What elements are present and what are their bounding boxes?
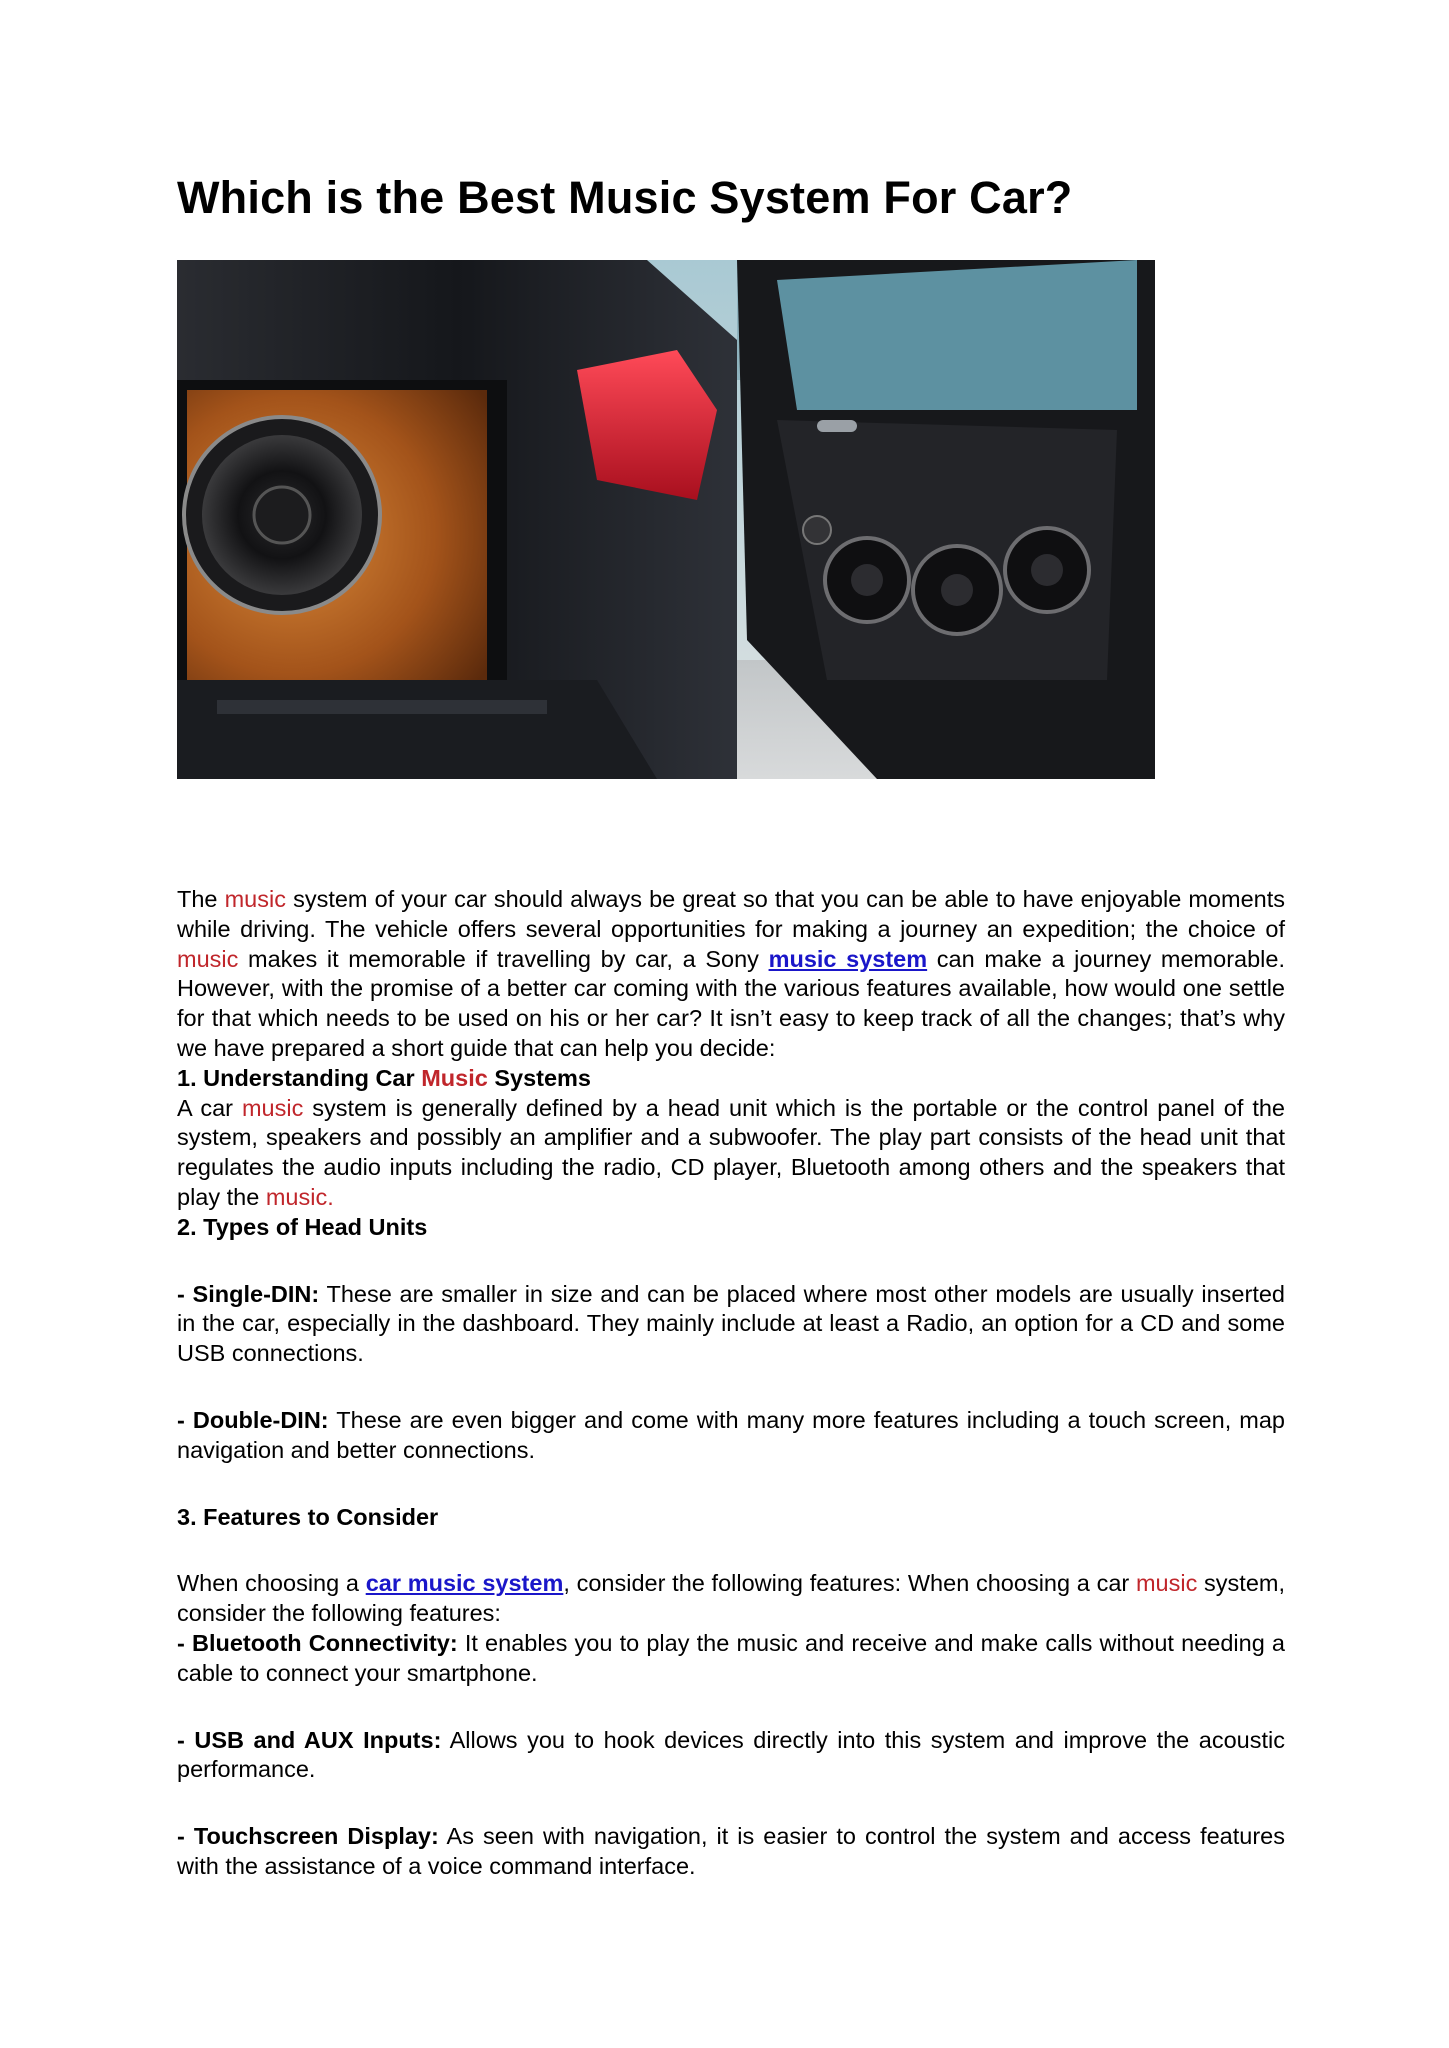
features-intro-paragraph: When choosing a car music system, consider the following features: When choosing a car music system, consider the following features: xyxy=(177,1570,1286,1627)
single-din-paragraph: - Single-DIN: These are smaller in size and can be placed where most other models are usually inserted in the car, especially in the dashboard. They mainly include at least a Radio, an option for a CD and some USB connections. xyxy=(177,1280,1285,1367)
car-audio-photo xyxy=(177,260,1155,779)
article-body xyxy=(177,885,1285,1882)
section-3-heading: 3. Features to Consider xyxy=(177,1503,439,1530)
keyword-music: music xyxy=(224,886,286,912)
section-1-heading: 1. Understanding Car Music Systems xyxy=(177,1064,591,1091)
section-1-paragraph: A car music system is generally defined by a head unit which is the portable or the control panel of the system, speakers and possibly an amplifier and a subwoofer. The play part consists of the head unit that regulates the audio inputs including the radio, CD player, Bluetooth among others and the speakers that play the music. xyxy=(177,1094,1285,1210)
keyword-music: music. xyxy=(265,1183,334,1210)
double-din-paragraph: - Double-DIN: These are even bigger and come with many more features including a touch screen, map navigation and better connections. xyxy=(177,1406,1285,1463)
page-title: Which is the Best Music System For Car? xyxy=(177,172,1073,223)
intro-paragraph: The music system of your car should always be great so that you can be able to have enjoyable moments while driving. The vehicle offers several opportunities for making a journey an expedition; the choice of music makes it memorable if travelling by car, a Sony music system can make a journey memorable. However, with the promise of a better car coming with the various features available, how would one settle for that which needs to be used on his or her car? It isn’t easy to keep track of all the changes; that’s why we have prepared a short guide that can help you decide: xyxy=(177,886,1285,1061)
keyword-music: Music xyxy=(421,1064,488,1091)
bluetooth-paragraph: - Bluetooth Connectivity: It enables you to play the music and receive and make calls without needing a cable to connect your smartphone. xyxy=(177,1629,1285,1686)
music-system-link[interactable]: music system xyxy=(768,945,928,972)
keyword-music: music xyxy=(177,945,239,972)
section-2-heading: 2. Types of Head Units xyxy=(177,1213,428,1240)
keyword-music: music xyxy=(1135,1570,1198,1597)
keyword-music: music xyxy=(241,1094,304,1121)
car-music-system-link[interactable]: car music system xyxy=(365,1570,564,1597)
hero-image xyxy=(177,260,1155,779)
touchscreen-paragraph: - Touchscreen Display: As seen with navigation, it is easier to control the system and access features with the assistance of a voice command interface. xyxy=(177,1823,1285,1879)
usb-aux-paragraph: - USB and AUX Inputs: Allows you to hook devices directly into this system and improve the acoustic performance. xyxy=(177,1726,1285,1783)
